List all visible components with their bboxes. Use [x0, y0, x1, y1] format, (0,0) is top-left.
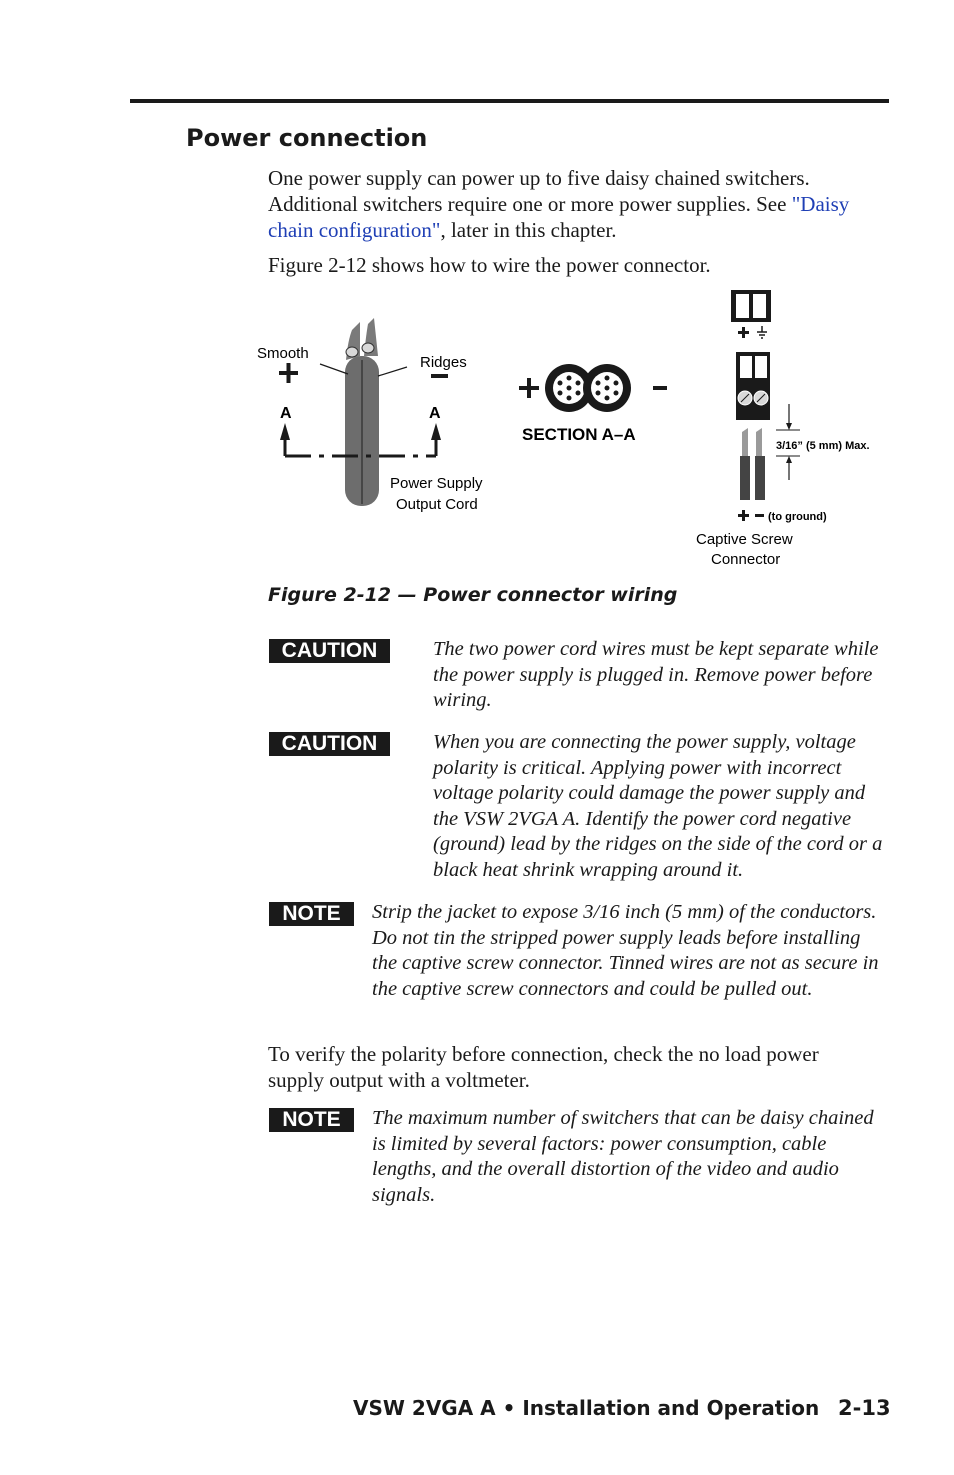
minus-icon — [431, 374, 448, 378]
section-title: Power connection — [186, 124, 428, 152]
caution-badge: CAUTION — [269, 639, 390, 663]
caution-badge: CAUTION — [269, 732, 390, 756]
caution-text: The two power cord wires must be kept separate while the power supply is plugged in. Remove power before wiring. — [433, 638, 879, 712]
dimension-label: 3/16” (5 mm) Max. — [776, 440, 870, 452]
note-text: Strip the jacket to expose 3/16 inch (5 mm) of the conductors. Do not tin the stripped power supply leads before installing the captive screw connector. Tinned wires are not as secure in the captive screw connectors and could be pulled out. — [372, 901, 879, 1000]
intro-paragraph — [268, 165, 878, 243]
intro-text-end: , later in this chapter. — [440, 218, 617, 242]
footer-title: VSW 2VGA A • Installation and Operation — [353, 1396, 820, 1420]
connector-label-line2: Connector — [711, 551, 781, 568]
power-cord-illustration — [320, 318, 407, 506]
figure-caption: Figure 2-12 — Power connector wiring — [268, 584, 678, 606]
plus-icon — [279, 363, 298, 383]
section-marker-right: A — [429, 405, 441, 422]
section-marker-left: A — [280, 405, 292, 422]
section-arrow-icon — [280, 423, 441, 456]
note-badge: NOTE — [269, 902, 354, 926]
caution-text: When you are connecting the power supply, voltage polarity is critical. Applying power with incorrect voltage polarity could damage the power supply and the VSW 2VGA A. Identify the power cord negative (ground) lead by the ridges on the side of the cord or a black heat shrink wrapping around it. — [433, 731, 883, 881]
cord-cross-section — [519, 364, 667, 412]
verify-paragraph: To verify the polarity before connection, check the no load power supply output with a voltmeter. — [268, 1042, 819, 1092]
note-badge: NOTE — [269, 1108, 354, 1132]
cord-label-line2: Output Cord — [396, 496, 478, 513]
connector-label-line1: Captive Screw — [696, 531, 793, 548]
smooth-label: Smooth — [257, 345, 309, 362]
cord-label-line1: Power Supply — [390, 475, 483, 492]
ground-label: (to ground) — [768, 511, 827, 523]
section-label: SECTION A–A — [522, 425, 636, 444]
intro-text-start: One power supply can power up to five daisy chained switchers. Additional switchers require one or more power supplies. See — [268, 166, 810, 216]
captive-screw-connector-icon — [731, 290, 800, 521]
daisy-chain-link[interactable]: "Daisy chain configuration" — [268, 192, 850, 242]
page-number: 2-13 — [838, 1396, 891, 1420]
header-rule — [130, 99, 889, 103]
ridges-label: Ridges — [420, 354, 467, 371]
note-text: The maximum number of switchers that can be daisy chained is limited by several factors: power consumption, cable lengths, and the overall distortion of the video and audio signals. — [372, 1107, 874, 1206]
figure-reference: Figure 2-12 shows how to wire the power connector. — [268, 253, 711, 277]
